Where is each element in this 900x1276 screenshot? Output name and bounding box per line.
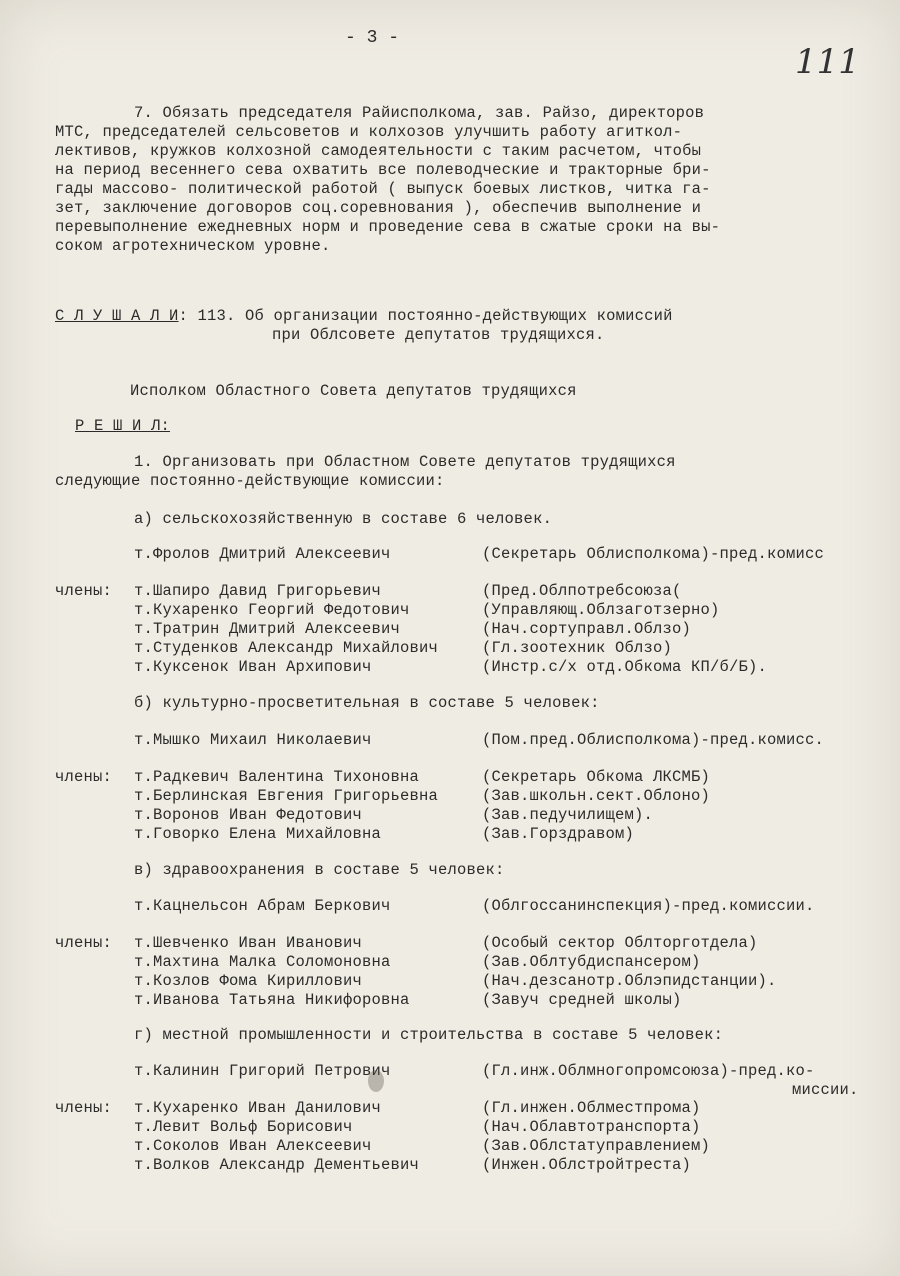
chair-role: (Облгоссанинспекция)-пред.комиссии. <box>482 897 815 915</box>
members-label: члены: <box>55 1099 113 1117</box>
chair-role: (Пом.пред.Облисполкома)-пред.комисс. <box>482 731 825 749</box>
member-role: (Инжен.Облстройтреста) <box>482 1156 692 1174</box>
member-name: т.Иванова Татьяна Никифоровна <box>134 991 410 1009</box>
item7-line: гады массово- политической работой ( выпуск боевых листков, читка га- <box>55 180 711 198</box>
member-role: (Зав.Облстатуправлением) <box>482 1137 711 1155</box>
member-role: (Гл.инжен.Облместпрома) <box>482 1099 701 1117</box>
member-role: (Зав.школьн.сект.Облоно) <box>482 787 711 805</box>
heard-label: С Л У Ш А Л И <box>55 307 179 325</box>
item7-line: МТС, председателей сельсоветов и колхозов улучшить работу агиткол- <box>55 123 683 141</box>
member-name: т.Радкевич Валентина Тихоновна <box>134 768 420 786</box>
commission-title: г) местной промышленности и строительства в составе 5 человек: <box>134 1026 724 1044</box>
member-name: т.Говорко Елена Михайловна <box>134 825 382 843</box>
member-name: т.Левит Вольф Борисович <box>134 1118 353 1136</box>
archive-number: 111 <box>795 42 860 82</box>
executive-line: Исполком Областного Совета депутатов трудящихся <box>130 382 577 400</box>
member-role: (Нач.Облавтотранспорта) <box>482 1118 701 1136</box>
member-role: (Пред.Облпотребсоюза( <box>482 582 682 600</box>
members-label: члены: <box>55 768 113 786</box>
member-name: т.Куксенок Иван Архипович <box>134 658 372 676</box>
member-role: (Зав.педучилищем). <box>482 806 654 824</box>
member-name: т.Шевченко Иван Иванович <box>134 934 363 952</box>
member-name: т.Волков Александр Дементьевич <box>134 1156 420 1174</box>
item1-line: 1. Организовать при Областном Совете депутатов трудящихся <box>134 453 676 471</box>
member-name: т.Кухаренко Георгий Федотович <box>134 601 410 619</box>
heard-topic-cont: при Облсовете депутатов трудящихся. <box>272 326 605 344</box>
item7-line: 7. Обязать председателя Райисполкома, зав. Райзо, директоров <box>134 104 705 122</box>
chair-role: (Секретарь Облисполкома)-пред.комисс <box>482 545 825 563</box>
members-label: члены: <box>55 582 113 600</box>
commission-title: б) культурно-просветительная в составе 5 человек: <box>134 694 600 712</box>
member-role: (Особый сектор Облторготдела) <box>482 934 758 952</box>
member-name: т.Берлинская Евгения Григорьевна <box>134 787 439 805</box>
members-label: члены: <box>55 934 113 952</box>
item1-line: следующие постоянно-действующие комиссии: <box>55 472 445 490</box>
decided-label: Р Е Ш И Л: <box>75 417 171 435</box>
item7-line: лективов, кружков колхозной самодеятельности с таким расчетом, чтобы <box>55 142 702 160</box>
heard-topic: : 113. Об организации постоянно-действующих комиссий <box>178 307 673 325</box>
member-name: т.Студенков Александр Михайлович <box>134 639 439 657</box>
chair-name: т.Фролов Дмитрий Алексеевич <box>134 545 391 563</box>
member-role: (Секретарь Обкома ЛКСМБ) <box>482 768 711 786</box>
member-role: (Гл.зоотехник Облзо) <box>482 639 673 657</box>
member-role: (Управляющ.Облзаготзерно) <box>482 601 720 619</box>
member-role: (Инстр.с/х отд.Обкома КП/б/Б). <box>482 658 768 676</box>
chair-role-cont: миссии. <box>792 1081 859 1099</box>
member-role: (Завуч средней школы) <box>482 991 682 1009</box>
member-name: т.Махтина Малка Соломоновна <box>134 953 391 971</box>
chair-name: т.Мышко Михаил Николаевич <box>134 731 372 749</box>
member-name: т.Кухаренко Иван Данилович <box>134 1099 382 1117</box>
chair-name: т.Кацнельсон Абрам Беркович <box>134 897 391 915</box>
commission-title: а) сельскохозяйственную в составе 6 человек. <box>134 510 553 528</box>
member-name: т.Воронов Иван Федотович <box>134 806 363 824</box>
item7-line: соком агротехническом уровне. <box>55 237 331 255</box>
page-number: - 3 - <box>345 28 400 48</box>
item7-line: перевыполнение ежедневных норм и проведение сева в сжатые сроки на вы- <box>55 218 721 236</box>
member-role: (Нач.сортуправл.Облзо) <box>482 620 692 638</box>
member-name: т.Шапиро Давид Григорьевич <box>134 582 382 600</box>
heard-line <box>55 307 673 325</box>
chair-name: т.Калинин Григорий Петрович <box>134 1062 391 1080</box>
member-role: (Зав.Облтубдиспансером) <box>482 953 701 971</box>
member-name: т.Соколов Иван Алексеевич <box>134 1137 372 1155</box>
item7-line: на период весеннего сева охватить все полеводческие и тракторные бри- <box>55 161 711 179</box>
member-role: (Зав.Горздравом) <box>482 825 635 843</box>
item7-line: зет, заключение договоров соц.соревнования ), обеспечив выполнение и <box>55 199 702 217</box>
member-name: т.Козлов Фома Кириллович <box>134 972 363 990</box>
ink-smudge <box>368 1070 384 1092</box>
member-role: (Нач.дезсанотр.Облэпидстанции). <box>482 972 777 990</box>
chair-role: (Гл.инж.Облмногопромсоюза)-пред.ко- <box>482 1062 815 1080</box>
member-name: т.Тратрин Дмитрий Алексеевич <box>134 620 401 638</box>
commission-title: в) здравоохранения в составе 5 человек: <box>134 861 505 879</box>
